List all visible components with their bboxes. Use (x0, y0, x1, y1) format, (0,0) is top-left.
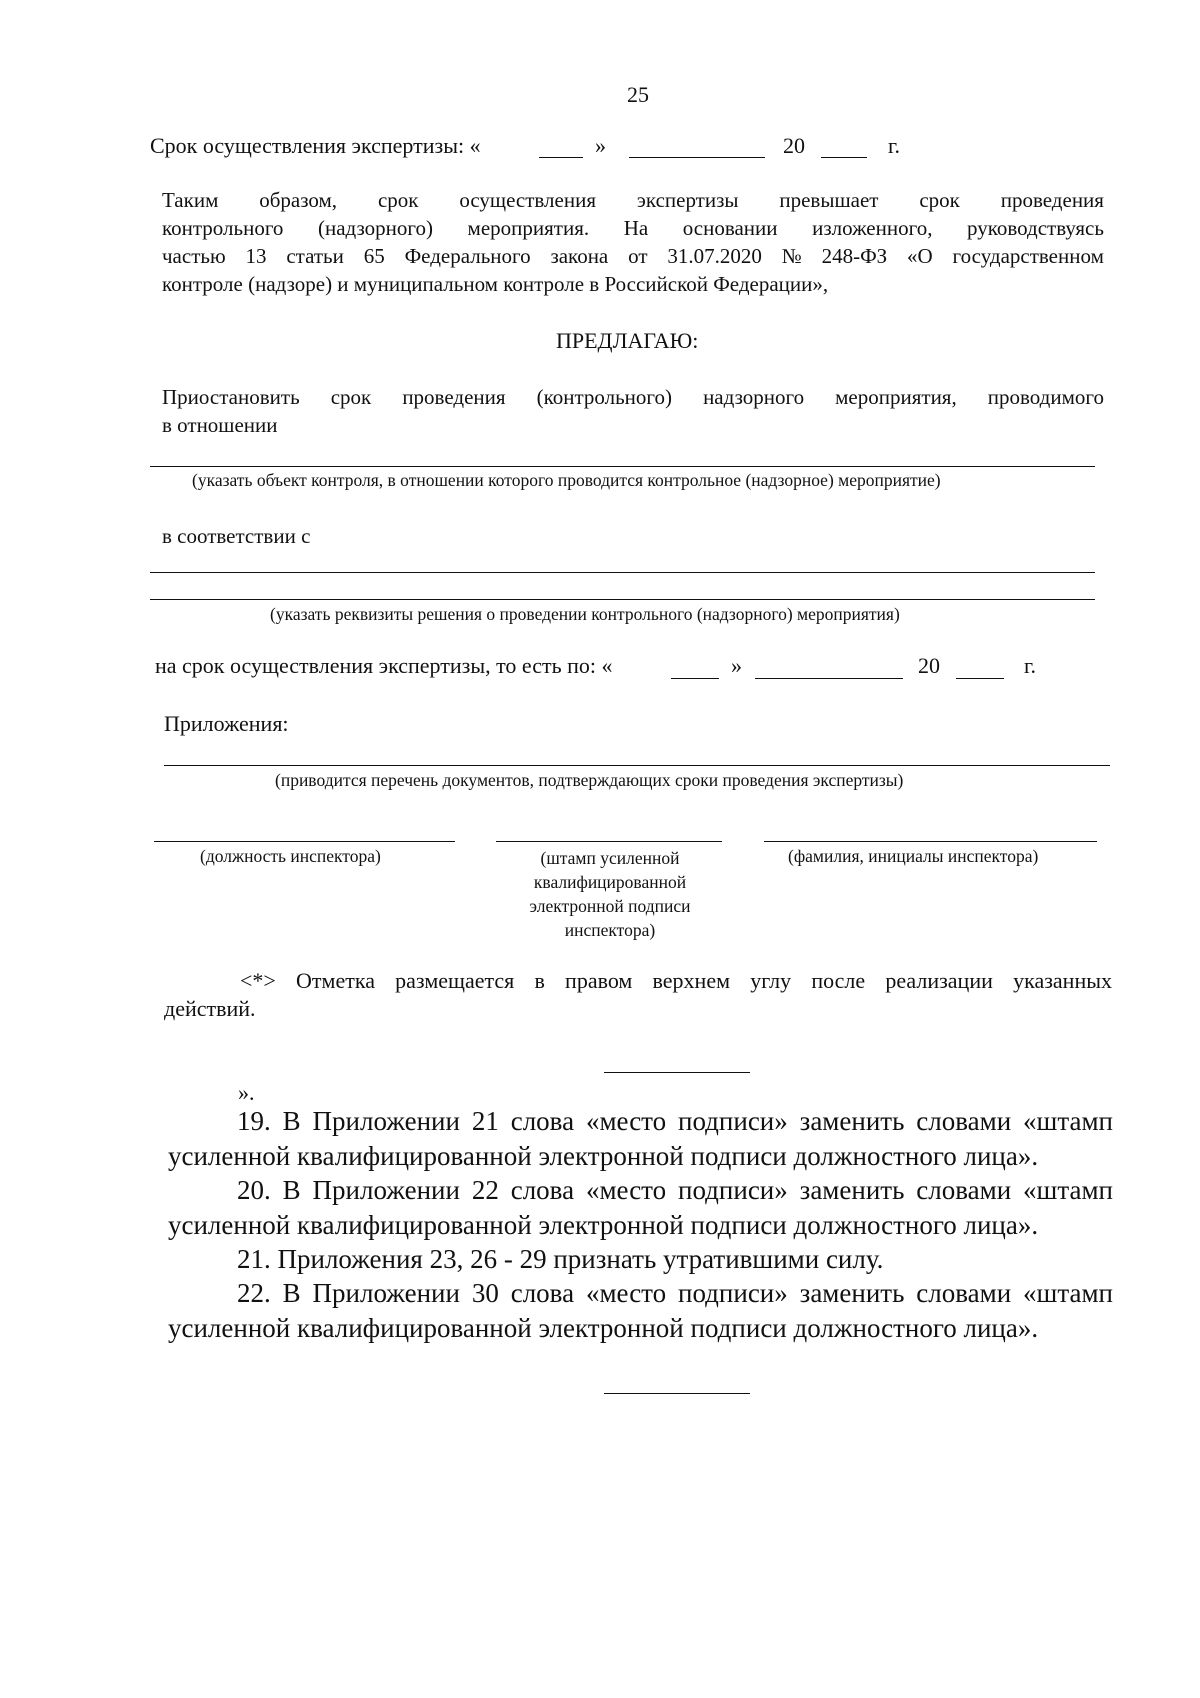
in-accordance-label: в соответствии с (162, 524, 311, 548)
position-line (154, 841, 455, 842)
word: 22 (471, 1175, 499, 1205)
divider-1 (604, 1072, 750, 1073)
word: изложенного, (812, 216, 933, 240)
item19-line1 (237, 1106, 1113, 1137)
word: экспертизы (636, 188, 739, 212)
word: срок (330, 385, 372, 409)
term-year-prefix: 20 (783, 133, 805, 158)
expertise-day-blank (671, 678, 719, 679)
word: заменить (799, 1278, 905, 1308)
word: «место (585, 1278, 667, 1308)
word: срок (377, 188, 419, 212)
term-month-blank (629, 157, 765, 158)
expertise-year-suffix: г. (1024, 653, 1037, 678)
item20-line2: усиленной квалифицированной электронной подписи должностного лица». (168, 1210, 1039, 1240)
signature-name: (фамилия, инициалы инспектора) (788, 846, 1039, 866)
expertise-month-blank (755, 678, 903, 679)
word: словами (916, 1106, 1012, 1136)
word: 31.07.2020 (667, 244, 762, 268)
word: Приостановить (162, 385, 300, 409)
hint-decision: (указать реквизиты решения о проведении контрольного (надзорного) мероприятия) (270, 604, 900, 624)
word: «О (907, 244, 933, 268)
word: от (628, 244, 648, 268)
term-year-blank (821, 157, 867, 158)
item22-line2: усиленной квалифицированной электронной подписи должностного лица». (168, 1313, 1039, 1343)
signature-stamp: (штамп усиленной квалифицированной электронной подписи инспектора) (529, 848, 691, 940)
word: подписи» (678, 1106, 788, 1136)
term-year-suffix: г. (888, 133, 901, 158)
word: «место (585, 1175, 667, 1205)
word: реализации (885, 968, 993, 993)
expertise-label: на срок осуществления экспертизы, то есть по: « (155, 653, 613, 678)
word: словами (916, 1175, 1012, 1205)
word: № (781, 244, 802, 268)
word: Федерального (404, 244, 531, 268)
word: размещается (395, 968, 515, 993)
word: мероприятия. (467, 216, 590, 240)
word: «штамп (1023, 1175, 1113, 1205)
word: Приложении (312, 1175, 460, 1205)
word: контрольного (162, 216, 284, 240)
word: Отметка (296, 968, 375, 993)
word: в (534, 968, 545, 993)
word: В (282, 1106, 301, 1136)
word: 19. (237, 1106, 271, 1136)
word: надзорного (703, 385, 805, 409)
name-line (764, 841, 1097, 842)
stamp-line (496, 841, 722, 842)
word: заменить (799, 1175, 905, 1205)
paragraph1-line3 (162, 244, 1104, 269)
expertise-close-quote: » (731, 653, 742, 678)
word: закона (550, 244, 609, 268)
word: В (282, 1278, 301, 1308)
word: заменить (799, 1106, 905, 1136)
item22-line1 (237, 1278, 1113, 1309)
word: (надзорного) (317, 216, 433, 240)
word: срок (919, 188, 960, 212)
item21-line: 21. Приложения 23, 26 - 29 признать утратившими силу. (237, 1244, 884, 1274)
paragraph1-line2 (162, 216, 1104, 241)
word: превышает (779, 188, 879, 212)
word: верхнем (652, 968, 731, 993)
word: Таким (162, 188, 219, 212)
signature-position: (должность инспектора) (200, 846, 381, 866)
word: углу (750, 968, 792, 993)
term-close-quote: » (595, 133, 606, 158)
hint-documents: (приводится перечень документов, подтверждающих сроки проведения экспертизы) (275, 770, 904, 790)
word: слова (510, 1175, 575, 1205)
word: основании (682, 216, 778, 240)
word: мероприятия, (835, 385, 957, 409)
word: проводимого (987, 385, 1104, 409)
word: после (811, 968, 866, 993)
divider-2 (604, 1393, 750, 1394)
word: «штамп (1023, 1278, 1113, 1308)
footnote-line1 (240, 968, 1112, 994)
word: государственном (952, 244, 1104, 268)
word: В (282, 1175, 301, 1205)
word: указанных (1013, 968, 1112, 993)
word: 22. (237, 1278, 271, 1308)
suspend-line2: в отношении (162, 413, 278, 437)
word: проведения (402, 385, 506, 409)
word: (контрольного) (536, 385, 672, 409)
word: 13 (245, 244, 267, 268)
word: подписи» (678, 1278, 788, 1308)
attachments-line (164, 765, 1110, 766)
item20-line1 (237, 1175, 1113, 1206)
attachments-label: Приложения: (164, 711, 289, 736)
paragraph1-line1 (162, 188, 1104, 213)
footnote-line2: действий. (164, 996, 256, 1021)
word: 21 (471, 1106, 499, 1136)
term-day-blank (539, 157, 583, 158)
word: осуществления (459, 188, 596, 212)
word: частью (162, 244, 226, 268)
item19-line2: усиленной квалифицированной электронной подписи должностного лица». (168, 1141, 1039, 1171)
word: «штамп (1023, 1106, 1113, 1136)
word: 30 (471, 1278, 499, 1308)
propose-heading: ПРЕДЛАГАЮ: (556, 328, 699, 353)
word: 20. (237, 1175, 271, 1205)
word: руководствуясь (967, 216, 1104, 240)
word: На (623, 216, 649, 240)
word: правом (565, 968, 633, 993)
word: статьи (286, 244, 344, 268)
decision-line-1 (150, 572, 1095, 573)
suspend-line1 (162, 385, 1104, 410)
word: 248-ФЗ (821, 244, 888, 268)
expertise-year-prefix: 20 (918, 653, 940, 678)
word: 65 (363, 244, 385, 268)
word: проведения (1000, 188, 1104, 212)
word: <*> (240, 968, 276, 993)
object-line (150, 466, 1095, 467)
word: Приложении (312, 1278, 460, 1308)
word: словами (916, 1278, 1012, 1308)
term-label: Срок осуществления экспертизы: « (150, 133, 481, 158)
closing-quote: ». (238, 1080, 255, 1105)
word: слова (510, 1106, 575, 1136)
word: подписи» (678, 1175, 788, 1205)
page-number: 25 (627, 82, 649, 107)
word: слова (510, 1278, 575, 1308)
decision-line-2 (150, 599, 1095, 600)
word: Приложении (312, 1106, 460, 1136)
word: «место (585, 1106, 667, 1136)
word: образом, (259, 188, 338, 212)
hint-object: (указать объект контроля, в отношении которого проводится контрольное (надзорное) мероприятие) (192, 470, 941, 490)
expertise-year-blank (956, 678, 1004, 679)
paragraph1-line4: контроле (надзоре) и муниципальном контроле в Российской Федерации», (162, 272, 829, 296)
